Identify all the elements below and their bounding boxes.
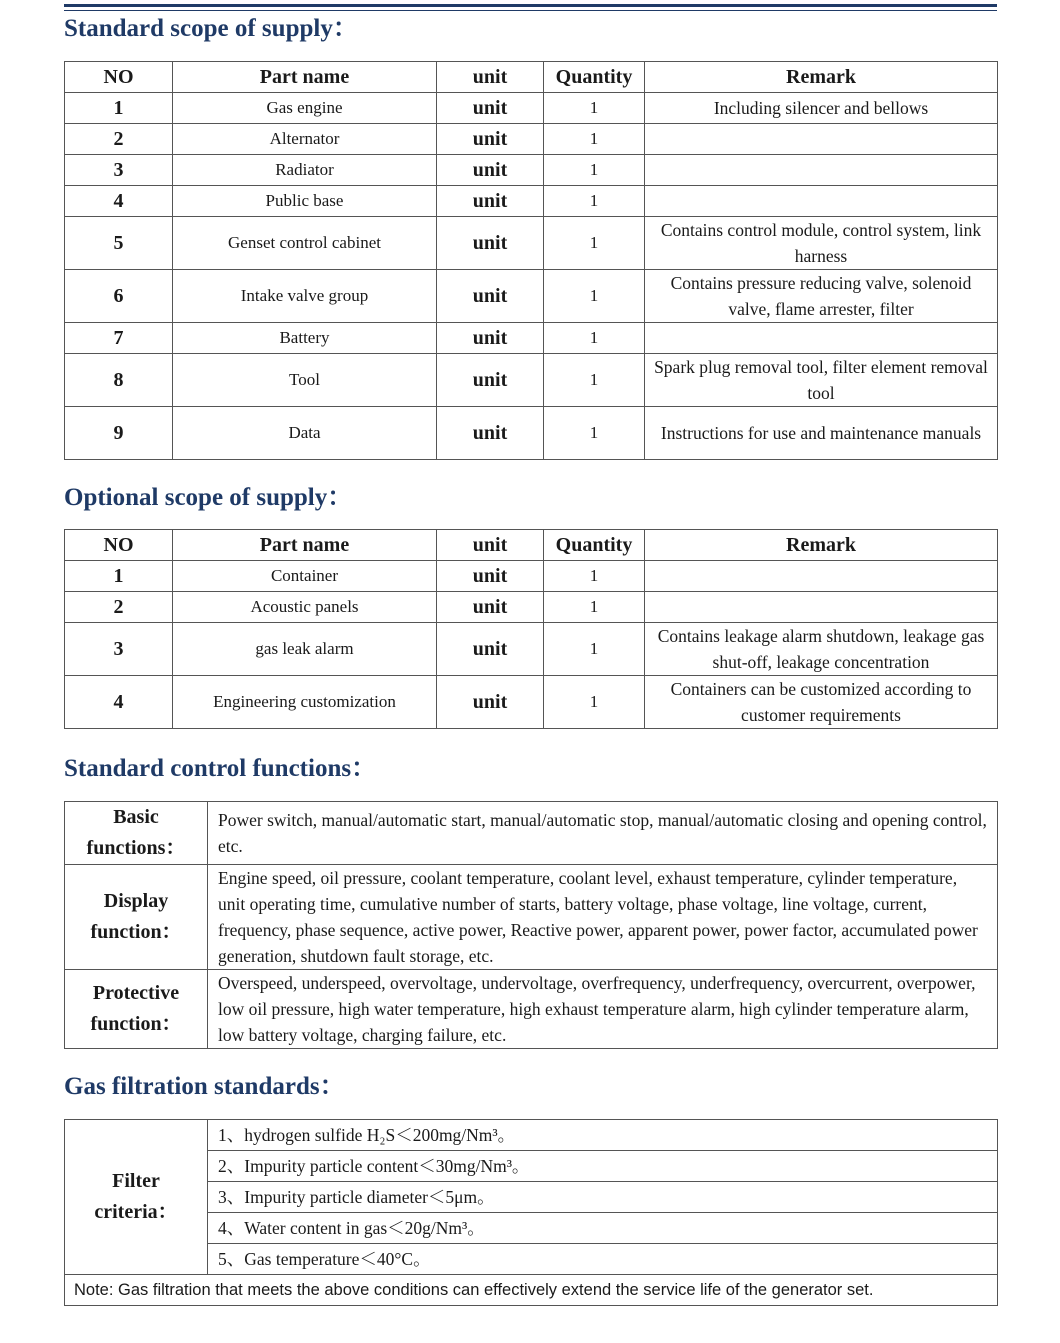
row-part-name: Engineering customization [173, 676, 437, 729]
row-no: 3 [65, 155, 173, 186]
table-row [65, 323, 998, 354]
row-remark [645, 561, 998, 592]
filtration-note: Note: Gas filtration that meets the above conditions can effectively extend the service life of the generator set. [65, 1275, 998, 1306]
row-remark: Contains control module, control system, link harness [645, 217, 998, 270]
row-part-name: Tool [173, 354, 437, 407]
row-remark: Instructions for use and maintenance manuals [645, 407, 998, 460]
row-unit: unit [437, 561, 544, 592]
row-quantity: 1 [544, 561, 645, 592]
row-no: 1 [65, 93, 173, 124]
optional-scope-title: Optional scope of supply： [64, 484, 353, 511]
col-header-quantity: Quantity [544, 62, 645, 93]
row-quantity: 1 [544, 676, 645, 729]
optional-scope-table [64, 529, 998, 729]
row-quantity: 1 [544, 407, 645, 460]
row-part-name: Data [173, 407, 437, 460]
row-part-name: Container [173, 561, 437, 592]
function-label-display: Display function： [65, 865, 208, 970]
table-header-row [65, 530, 998, 561]
row-no: 4 [65, 186, 173, 217]
table-row [65, 186, 998, 217]
table-row [65, 592, 998, 623]
col-header-unit: unit [437, 62, 544, 93]
table-row [65, 623, 998, 676]
function-description: Overspeed, underspeed, overvoltage, undervoltage, overfrequency, underfrequency, overcurrent, overpower, low oil pressure, high water temperature, high exhaust temperature alarm, high cylinder temperature alarm, low battery voltage, charging failure, etc. [208, 970, 998, 1049]
row-unit: unit [437, 93, 544, 124]
row-unit: unit [437, 592, 544, 623]
row-unit: unit [437, 270, 544, 323]
row-remark: Containers can be customized according to customer requirements [645, 676, 998, 729]
row-part-name: Genset control cabinet [173, 217, 437, 270]
row-unit: unit [437, 217, 544, 270]
row-unit: unit [437, 186, 544, 217]
function-description: Engine speed, oil pressure, coolant temperature, coolant level, exhaust temperature, cylinder temperature, unit operating time, cumulative number of starts, battery voltage, phase voltage, line voltage, current, frequency, phase sequence, active power, Reactive power, apparent power, power factor, accumulated power generation, shutdown fault storage, etc. [208, 865, 998, 970]
row-unit: unit [437, 124, 544, 155]
row-no: 2 [65, 124, 173, 155]
function-row [65, 865, 998, 970]
table-row [65, 155, 998, 186]
table-header-row [65, 62, 998, 93]
filter-criteria-label: Filter criteria： [65, 1120, 208, 1275]
row-no: 1 [65, 561, 173, 592]
row-quantity: 1 [544, 623, 645, 676]
row-no: 2 [65, 592, 173, 623]
table-row [65, 676, 998, 729]
row-part-name: Public base [173, 186, 437, 217]
row-remark: Including silencer and bellows [645, 93, 998, 124]
standard-scope-title: Standard scope of supply： [64, 15, 358, 42]
row-remark [645, 323, 998, 354]
standard-scope-table [64, 61, 998, 460]
criteria-item: 3、Impurity particle diameter＜5μm。 [208, 1182, 998, 1213]
note-row [65, 1275, 998, 1306]
row-remark: Spark plug removal tool, filter element removal tool [645, 354, 998, 407]
row-part-name: gas leak alarm [173, 623, 437, 676]
control-functions-title: Standard control functions： [64, 755, 377, 782]
criteria-item: 4、Water content in gas＜20g/Nm³。 [208, 1213, 998, 1244]
row-quantity: 1 [544, 217, 645, 270]
function-label-basic: Basic functions： [65, 802, 208, 865]
row-quantity: 1 [544, 323, 645, 354]
row-quantity: 1 [544, 93, 645, 124]
row-no: 3 [65, 623, 173, 676]
row-unit: unit [437, 676, 544, 729]
function-row [65, 970, 998, 1049]
criteria-row [65, 1120, 998, 1151]
control-functions-table [64, 801, 998, 1049]
row-no: 4 [65, 676, 173, 729]
row-remark: Contains pressure reducing valve, solenoid valve, flame arrester, filter [645, 270, 998, 323]
row-no: 7 [65, 323, 173, 354]
row-part-name: Acoustic panels [173, 592, 437, 623]
table-row [65, 217, 998, 270]
table-row [65, 407, 998, 460]
row-unit: unit [437, 155, 544, 186]
row-unit: unit [437, 623, 544, 676]
row-quantity: 1 [544, 592, 645, 623]
row-part-name: Alternator [173, 124, 437, 155]
row-quantity: 1 [544, 155, 645, 186]
row-part-name: Gas engine [173, 93, 437, 124]
row-remark [645, 592, 998, 623]
function-label-protective: Protective function： [65, 970, 208, 1049]
col-header-part-name: Part name [173, 530, 437, 561]
row-unit: unit [437, 354, 544, 407]
row-remark: Contains leakage alarm shutdown, leakage gas shut-off, leakage concentration [645, 623, 998, 676]
top-rule-thin [64, 10, 997, 11]
row-quantity: 1 [544, 270, 645, 323]
function-description: Power switch, manual/automatic start, manual/automatic stop, manual/automatic closing and opening control, etc. [208, 802, 998, 865]
row-no: 8 [65, 354, 173, 407]
table-row [65, 124, 998, 155]
col-header-quantity: Quantity [544, 530, 645, 561]
gas-filtration-table [64, 1119, 998, 1306]
row-part-name: Intake valve group [173, 270, 437, 323]
row-remark [645, 186, 998, 217]
row-no: 5 [65, 217, 173, 270]
col-header-remark: Remark [645, 62, 998, 93]
table-row [65, 93, 998, 124]
row-no: 9 [65, 407, 173, 460]
row-part-name: Radiator [173, 155, 437, 186]
col-header-part-name: Part name [173, 62, 437, 93]
row-quantity: 1 [544, 186, 645, 217]
criteria-item: 5、Gas temperature＜40°C。 [208, 1244, 998, 1275]
criteria-item: 2、Impurity particle content＜30mg/Nm³。 [208, 1151, 998, 1182]
function-row [65, 802, 998, 865]
gas-filtration-title: Gas filtration standards： [64, 1073, 345, 1100]
criteria-item: 1、hydrogen sulfide H₂S＜200mg/Nm³。 [208, 1120, 998, 1151]
row-part-name: Battery [173, 323, 437, 354]
col-header-no: NO [65, 62, 173, 93]
table-row [65, 354, 998, 407]
row-quantity: 1 [544, 124, 645, 155]
row-quantity: 1 [544, 354, 645, 407]
row-no: 6 [65, 270, 173, 323]
row-unit: unit [437, 407, 544, 460]
table-row [65, 561, 998, 592]
top-rule-thick [64, 4, 997, 7]
row-unit: unit [437, 323, 544, 354]
row-remark [645, 124, 998, 155]
col-header-unit: unit [437, 530, 544, 561]
col-header-remark: Remark [645, 530, 998, 561]
col-header-no: NO [65, 530, 173, 561]
table-row [65, 270, 998, 323]
row-remark [645, 155, 998, 186]
